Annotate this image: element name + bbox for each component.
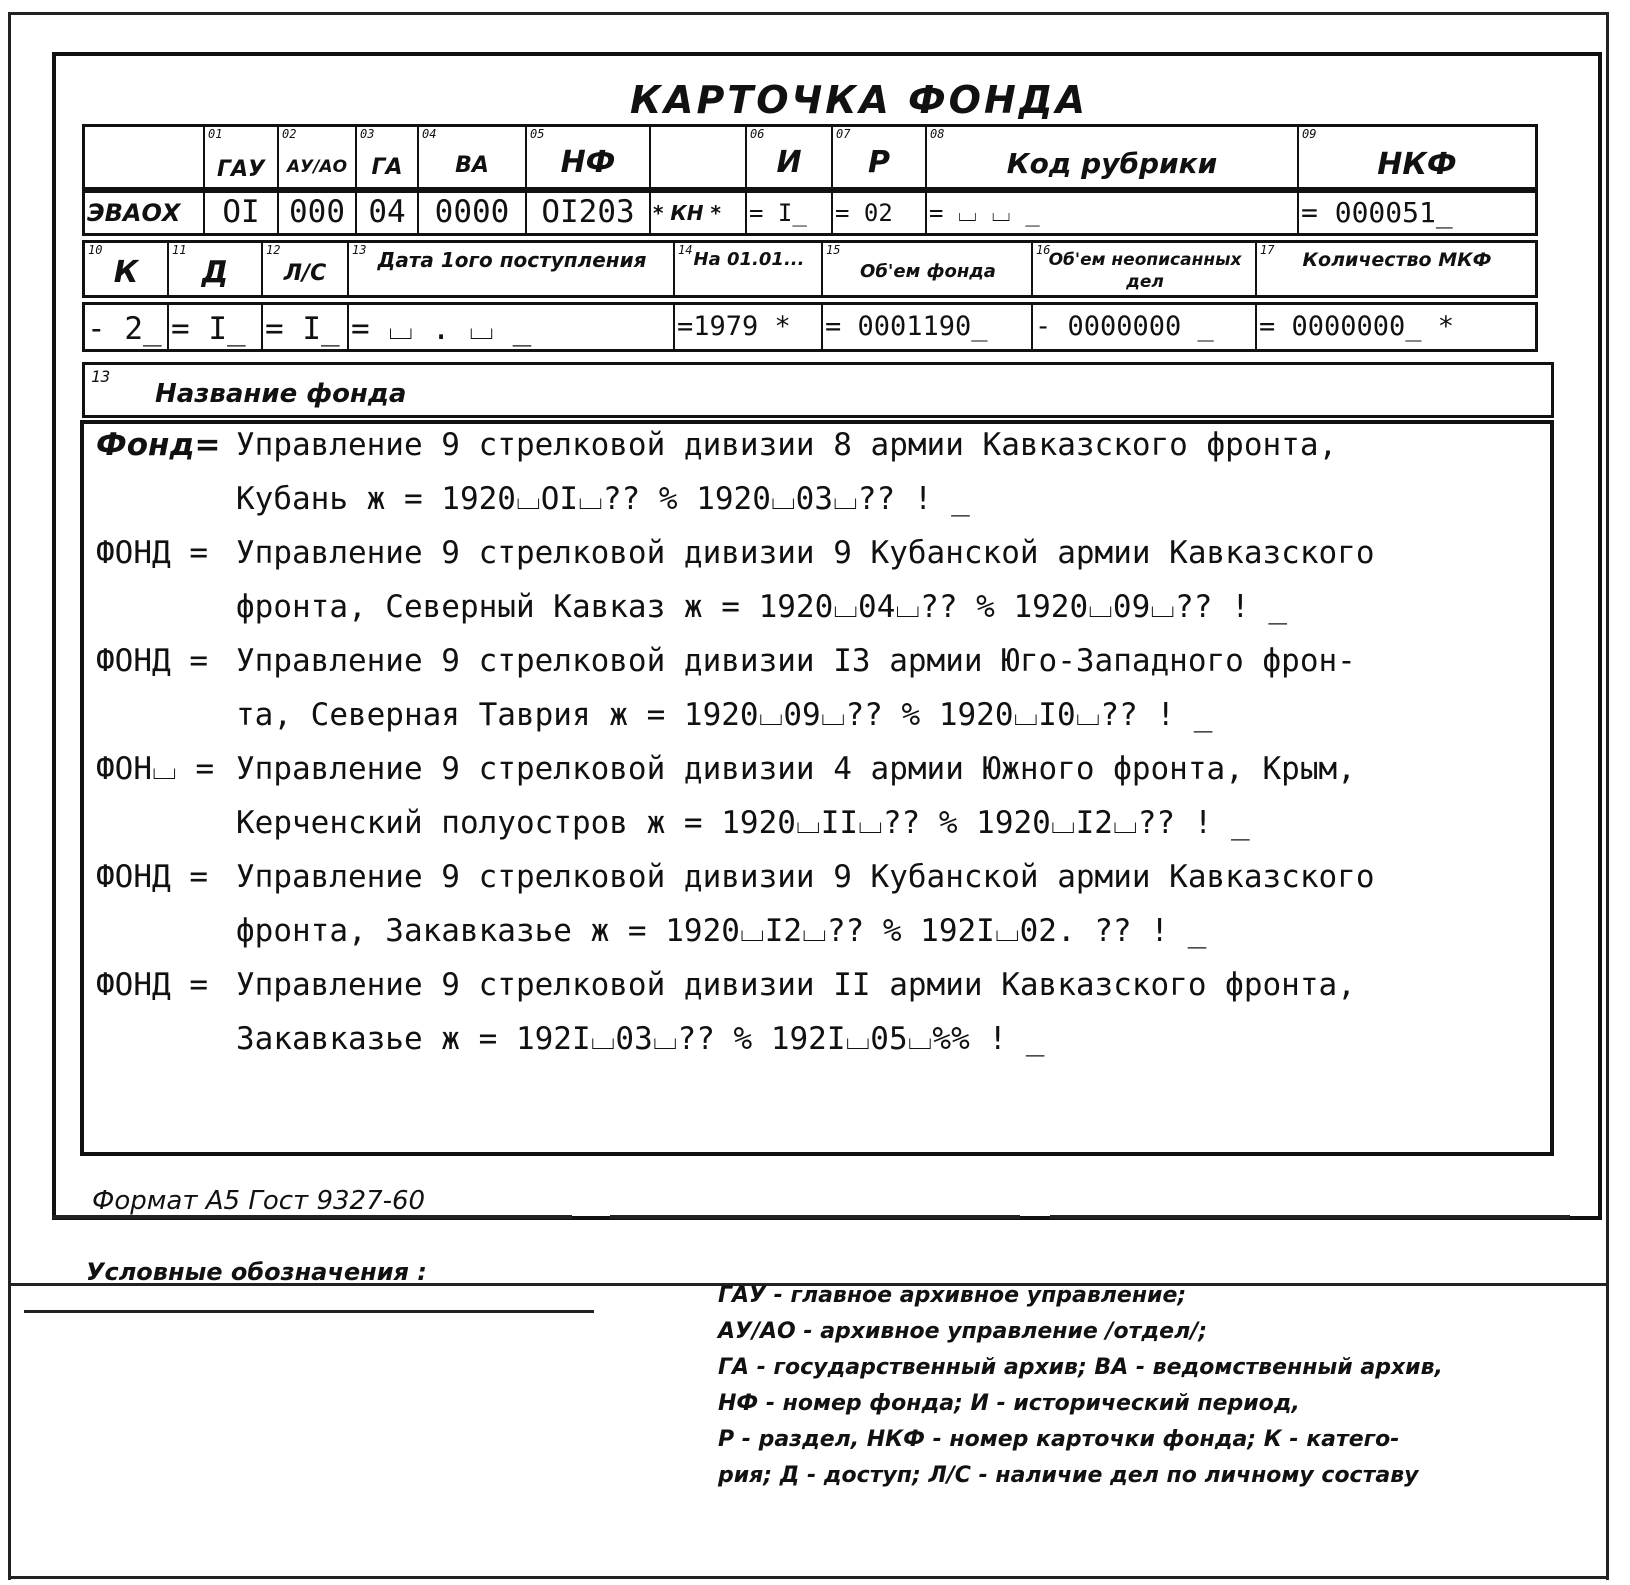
header-cell-undescribed-volume [1031, 243, 1255, 295]
legend-title: Условные обозначения : [86, 1258, 427, 1286]
fond-key: ФОНД = [96, 535, 208, 571]
values-row-2 [82, 302, 1538, 352]
value-rubric-code: = ⌴ ⌴ _ [929, 199, 1040, 227]
header-cell-fond-volume [821, 243, 1031, 295]
value-ls: = I_ [265, 311, 340, 347]
legend-line: рия; Д - доступ; Л/С - наличие дел по личному составу [718, 1463, 1419, 1488]
field-label-au-ao: АУ/АО [286, 157, 348, 177]
fond-line: Управление 9 стрелковой дивизии II армии Кавказского фронта, [236, 967, 1356, 1003]
field-label-rubric-code: Код рубрики [1006, 147, 1218, 180]
fond-line: Управление 9 стрелковой дивизии 9 Кубанской армии Кавказского [236, 859, 1375, 895]
value-gau: OI [222, 194, 260, 230]
header-cell-k [85, 243, 167, 295]
field-label-nkf: НКФ [1377, 147, 1457, 182]
value-cell [167, 305, 261, 349]
value-cell [261, 305, 347, 349]
legend-line: ГА - государственный архив; ВА - ведомственный архив, [718, 1355, 1443, 1380]
field-number: 07 [836, 127, 851, 141]
header-cell-d [167, 243, 261, 295]
legend-line: ГАУ - главное архивное управление; [718, 1283, 1187, 1308]
fond-line-continued: Кубань ж = 1920⌴OI⌴?? % 1920⌴03⌴?? ! _ [236, 481, 970, 517]
header-row-1 [82, 124, 1538, 190]
value-cell [925, 193, 1297, 233]
fond-line: Управление 9 стрелковой дивизии 4 армии Южного фронта, Крым, [236, 751, 1356, 787]
fond-name-header [82, 362, 1554, 418]
field-number: 02 [282, 127, 297, 141]
fond-key: ФОНД = [96, 643, 208, 679]
field-label-ls: Л/С [283, 261, 327, 286]
fond-line-continued: фронта, Закавказье ж = 1920⌴I2⌴?? % 192I⌴02. ?? ! _ [236, 913, 1207, 949]
field-number: 11 [172, 243, 187, 257]
header-cell-first-receipt-date [347, 243, 673, 295]
value-ga: 04 [368, 194, 406, 230]
header-cell-i [745, 127, 831, 187]
field-label-as-of: На 01.01... [693, 249, 805, 270]
value-cell [525, 193, 649, 233]
value-undescribed-volume: - 0000000 _ [1035, 311, 1214, 342]
field-label-r: Р [868, 145, 890, 180]
field-number: 15 [826, 243, 841, 257]
header-cell-ga [355, 127, 417, 187]
value-k: - 2_ [87, 311, 162, 347]
header-cell-ls [261, 243, 347, 295]
page-edge-bottom [8, 1576, 1608, 1579]
fond-line: Управление 9 стрелковой дивизии 8 армии Кавказского фронта, [236, 427, 1338, 463]
fond-entry [96, 526, 1375, 625]
field-label-k: К [113, 255, 139, 290]
value-i: = I_ [749, 199, 807, 227]
value-kn: * КН * [653, 201, 721, 225]
value-cell [1031, 305, 1255, 349]
legend-underline [24, 1310, 594, 1313]
fond-line-continued: та, Северная Таврия ж = 1920⌴09⌴?? % 1920⌴I0⌴?? ! _ [236, 697, 1213, 733]
format-note: Формат А5 Гост 9327-60 [92, 1186, 426, 1216]
legend-line: АУ/АО - архивное управление /отдел/; [718, 1319, 1208, 1344]
fond-name-label: Название фонда [155, 379, 407, 409]
field-label-undescribed-volume: Об'ем неописанных дел [1048, 250, 1242, 292]
value-cell [821, 305, 1031, 349]
value-cell [277, 193, 355, 233]
fond-entry [96, 958, 1356, 1057]
field-label-va: ВА [455, 153, 489, 178]
header-cell-r [831, 127, 925, 187]
field-label-mkf-count: Количество МКФ [1302, 249, 1492, 271]
field-number: 05 [530, 127, 545, 141]
value-evaox: ЭВАОХ [87, 199, 181, 227]
fond-entry [96, 850, 1375, 949]
legend-line: Р - раздел, НКФ - номер карточки фонда; К - катего- [718, 1427, 1400, 1452]
value-cell [745, 193, 831, 233]
field-number: 04 [422, 127, 437, 141]
field-label-d: Д [201, 255, 229, 290]
value-cell [355, 193, 417, 233]
value-first-receipt-date: = ⌴ . ⌴ _ [351, 311, 532, 347]
value-cell [649, 193, 745, 233]
field-number: 01 [208, 127, 223, 141]
field-number: 09 [1302, 127, 1317, 141]
field-label-nf: НФ [560, 145, 616, 180]
field-number: 06 [750, 127, 765, 141]
value-cell [1255, 305, 1535, 349]
value-cell [203, 193, 277, 233]
values-row-1 [82, 190, 1538, 236]
field-number: 14 [678, 243, 693, 257]
frame-underline-2 [610, 1215, 1020, 1219]
value-cell [673, 305, 821, 349]
value-au-ao: 000 [289, 194, 345, 230]
fond-entry [96, 418, 1338, 517]
header-cell-au-ao [277, 127, 355, 187]
fond-line-continued: фронта, Северный Кавказ ж = 1920⌴04⌴?? % 1920⌴09⌴?? ! _ [236, 589, 1288, 625]
fond-line-continued: Керченский полуостров ж = 1920⌴II⌴?? % 1920⌴I2⌴?? ! _ [236, 805, 1250, 841]
fond-line-continued: Закавказье ж = 192I⌴03⌴?? % 192I⌴05⌴%% ! _ [236, 1021, 1045, 1057]
frame-underline-3 [1050, 1215, 1570, 1219]
header-row-2 [82, 240, 1538, 298]
header-cell-gau [203, 127, 277, 187]
header-cell-rubric-code [925, 127, 1297, 187]
value-fond-volume: = 0001190_ [825, 311, 988, 342]
header-cell-nf [525, 127, 649, 187]
page-edge-left [8, 12, 11, 1580]
value-cell [417, 193, 525, 233]
field-label-first-receipt-date: Дата 1ого поступления [377, 248, 647, 272]
field-label-i: И [776, 145, 802, 180]
field-label-fond-volume: Об'ем фонда [860, 261, 996, 282]
value-va: 0000 [434, 194, 510, 230]
fond-key: ФОНД = [96, 967, 208, 1003]
page-edge-right [1606, 12, 1609, 1580]
fond-key: ФОНД = [96, 859, 208, 895]
page-edge-top [10, 12, 1608, 15]
value-d: = I_ [171, 311, 246, 347]
fond-key: ФОН⌴ = [96, 751, 215, 787]
header-cell-blank [85, 127, 203, 187]
legend-line: НФ - номер фонда; И - исторический период, [718, 1391, 1300, 1416]
value-cell [831, 193, 925, 233]
value-r: = 02 [835, 199, 893, 227]
header-cell-nkf [1297, 127, 1535, 187]
value-mkf-count: = 0000000_ * [1259, 311, 1455, 342]
field-number: 13 [91, 367, 111, 386]
fond-entry [96, 742, 1356, 841]
field-number: 10 [88, 243, 103, 257]
fond-line: Управление 9 стрелковой дивизии 9 Кубанской армии Кавказского [236, 535, 1375, 571]
fond-entry [96, 634, 1356, 733]
value-nkf: = 000051_ [1301, 196, 1453, 229]
field-number: 03 [360, 127, 375, 141]
value-as-of: =1979 * [677, 311, 791, 342]
field-label-gau: ГАУ [216, 157, 265, 182]
value-cell [1297, 193, 1535, 233]
value-cell [85, 305, 167, 349]
field-number: 16 [1036, 243, 1051, 257]
header-cell-mkf-count [1255, 243, 1535, 295]
field-number: 08 [930, 127, 945, 141]
value-cell [347, 305, 673, 349]
header-cell-blank-2 [649, 127, 745, 187]
value-nf: OI203 [541, 194, 635, 230]
header-cell-as-of [673, 243, 821, 295]
field-label-ga: ГА [371, 155, 403, 180]
header-cell-va [417, 127, 525, 187]
field-number: 12 [266, 243, 281, 257]
fond-line: Управление 9 стрелковой дивизии I3 армии Юго-Западного фрон- [236, 643, 1356, 679]
legend-text [718, 1278, 1598, 1494]
field-number: 13 [352, 243, 367, 257]
card-title: КАРТОЧКА ФОНДА [630, 78, 1088, 122]
field-number: 17 [1260, 243, 1275, 257]
fond-key: Фонд= [96, 427, 221, 463]
value-cell [85, 193, 203, 233]
